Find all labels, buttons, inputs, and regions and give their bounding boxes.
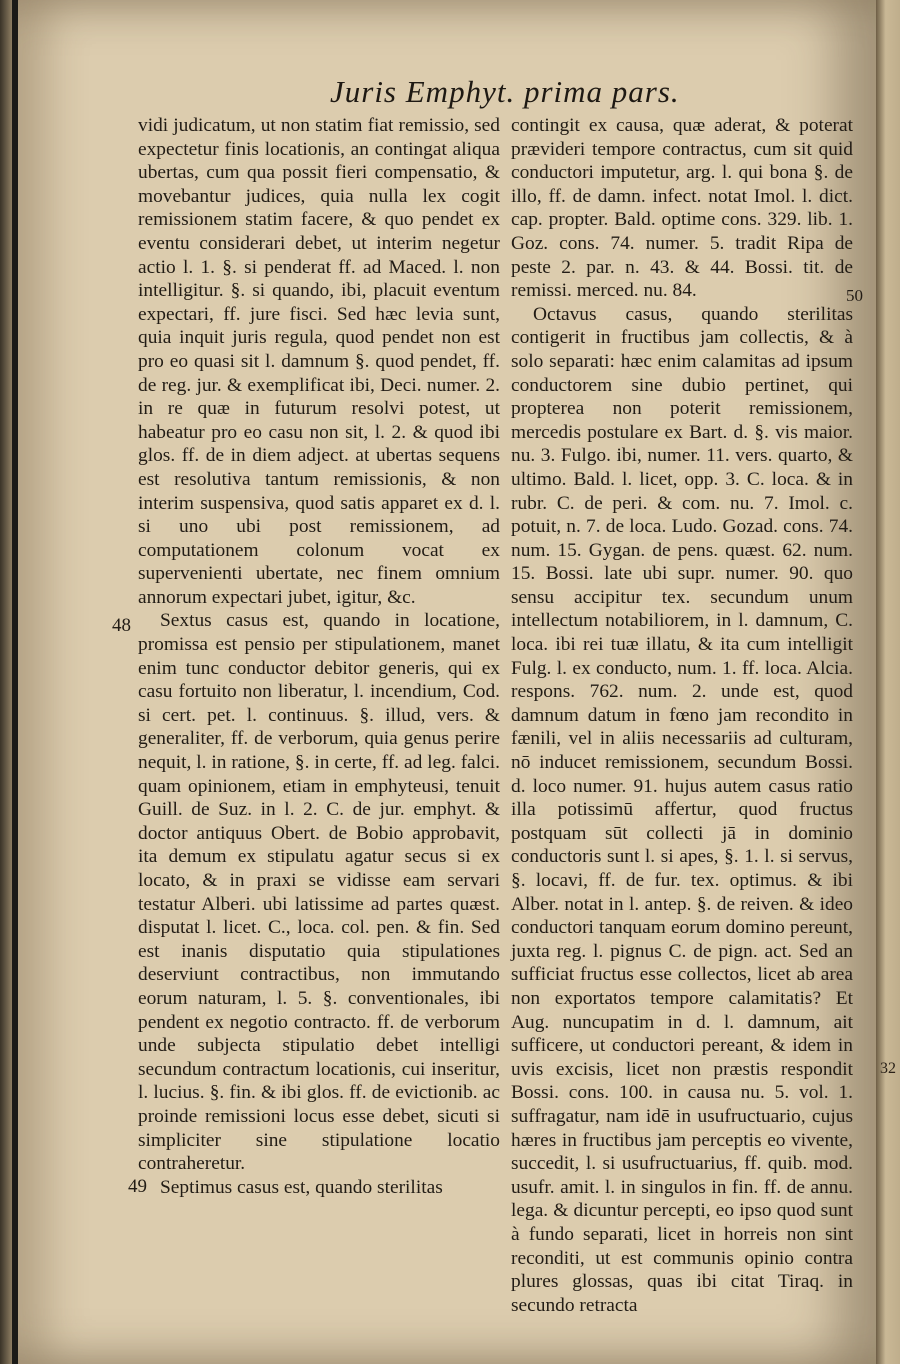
paragraph: Octavus casus, quando sterilitas contigerit in fructibus jam collectis, & à solo separati: hæc enim calamitas ad ipsum conductorem sine dubio pertinet, qui propterea non poterit remissionem, mercedis postulare ex Bart. d. §. vis maior. nu. 3. Fulgo. ibi, numer. 11. vers. quarto, & ultimo. Bald. l. licet, opp. 3. C. loca. & in rubr. C. de peri. & com. nu. 7. Imol. c. potuit, n. 7. de loca. Ludo. Gozad. cons. 74. num. 15. Gygan. de pens. quæst. 62. num. 15. Bossi. late ubi supr. numer. 90. quo sensu accipitur tex. secundum unum intellectum notabiliorem, in l. damnum, C. loca. ibi rei tuæ illatu, & ita cum intelligit Fulg. l. ex conducto, num. 1. ff. loca. Alcia. respons. 762. num. 2. unde est, quod damnum datum in fœno jam recondito in fænili, vel in aliis necessariis ad culturam, nō inducet remissionem, secundum Bossi. d. loco numer. 91. hujus autem casus ratio illa potissimū affertur, quod fructus postquam sūt collecti jā in dominio conductoris sunt l. si apes, §. 1. l. si servus, §. locavi, ff. de fur. tex. optimus. & ibi Alber. notat in l. antep. §. de reiven. & ideo conductori tanquam eorum domino pereunt, juxta reg. l. pignus C. de pign. act. Sed an sufficiat fructus esse collectos, licet ab area non exportatos tempore calamitatis? Et Aug. nuncupatim in d. l. damnum, ait sufficere, ut conductori pereant, & idem in uvis excisis, licet non præstis respondit Bossi. cons. 100. in causa nu. 5. vol. 1. suffragatur, nam idē in usufructuario, cujus hæres in fructibus jam perceptis eo vivente, succedit, l. si usufructuarius, ff. quib. mod. usufr. amit. l. in singulos in fin. ff. de annu. lega. & dicuntur percepti, eo ipso quod sunt à fundo separati, licet in horreis non sint reconditi, ut est communis opinio contra plures glossas, quas ibi citat Tiraq. in secundo retracta (511, 303, 853, 1316)
paragraph: contingit ex causa, quæ aderat, & poterat prævideri tempore contractus, cum sit quid conductori imputetur, arg. l. qui bona §. de illo, ff. de damn. infect. notat Imol. l. dict. cap. propter. Bald. optime cons. 329. lib. 1. Goz. cons. 74. numer. 5. tradit Ripa de peste 2. par. n. 43. & 44. Bossi. tit. de remissi. merced. nu. 84. (511, 115, 853, 302)
running-title: Juris Emphyt. prima pars. (330, 74, 680, 109)
paragraph: vidi judicatum, ut non statim fiat remissio, sed expectetur finis locationis, an contingat aliqua ubertas, cum qua possit fieri compensatio, & movebantur judices, quia nulla lex cogit remissionem statim facere, & quo pendet ex eventu considerari debet, ut interim negetur actio l. 1. §. si penderat ff. ad Maced. l. non intelligitur. §. si quando, ibi, placuit eventum expectari, ff. jure fisci. Sed hæc levia sunt, quia inquit juris regula, quod pendet non est pro eo quasi sit l. damnum §. quod pendet, ff. de reg. jur. & exemplificat ibi, Deci. numer. 2. in re quæ in futurum resolvi potest, ut habeatur pro eo casu non sit, l. 2. & quod ibi glos. ff. de in diem adject. at ubertas sequens est resolutiva tantum remissionis, & non interim suspensiva, quod satis apparet ex d. l. si uno ubi post remissionem, ad computationem colonum vocat ex supervenienti ubertate, nec finem omnium annorum expectari jubet, igitur, &c. (138, 115, 500, 608)
left-text-column (138, 114, 500, 1199)
right-text-column (511, 114, 853, 1317)
margin-number: 49 (128, 1176, 147, 1197)
next-page-edge (876, 0, 900, 1364)
margin-number: 48 (112, 615, 131, 636)
paragraph: Septimus casus est, quando sterilitas (160, 1176, 443, 1198)
paragraph: Sextus casus est, quando in locatione, promissa est pensio per stipulationem, manet enim tunc conductor debitor generis, qui ex casu fortuito non liberatur, l. incendium, Cod. si cert. pet. l. continuus. §. illud, vers. & generaliter, ff. de verborum, quia genus perire nequit, l. in ratione, §. in certe, ff. ad leg. falci. quam opinionem, etiam in emphyteusi, tenuit Guill. de Suz. in l. 2. C. de jur. emphyt. & doctor antiquus Obert. de Bobio approbavit, ita demum ex stipulatu agatur secus si ex locato, & in praxi se vidisse eam servari testatur Alberi. ubi latissime ad partes quæst. disputat l. licet. C., loca. col. pen. & fin. Sed est inanis disputatio quia stipulationes deserviunt contractibus, non immutando eorum naturam, l. 5. §. conventionales, ibi pendent ex negotio contracto. ff. de verborum unde subjecta stipulatio debet intelligi secundum contractum locationis, cui inseritur, l. lucius. §. fin. & ibi glos. ff. de evictionib. ac proinde remissioni locus esse debet, sicuti si simpliciter sine stipulatione locatio contraheretur. (138, 610, 500, 1175)
book-gutter (0, 0, 12, 1364)
next-page-margin-number: 32 (880, 1060, 896, 1077)
margin-number: 50 (846, 286, 863, 305)
